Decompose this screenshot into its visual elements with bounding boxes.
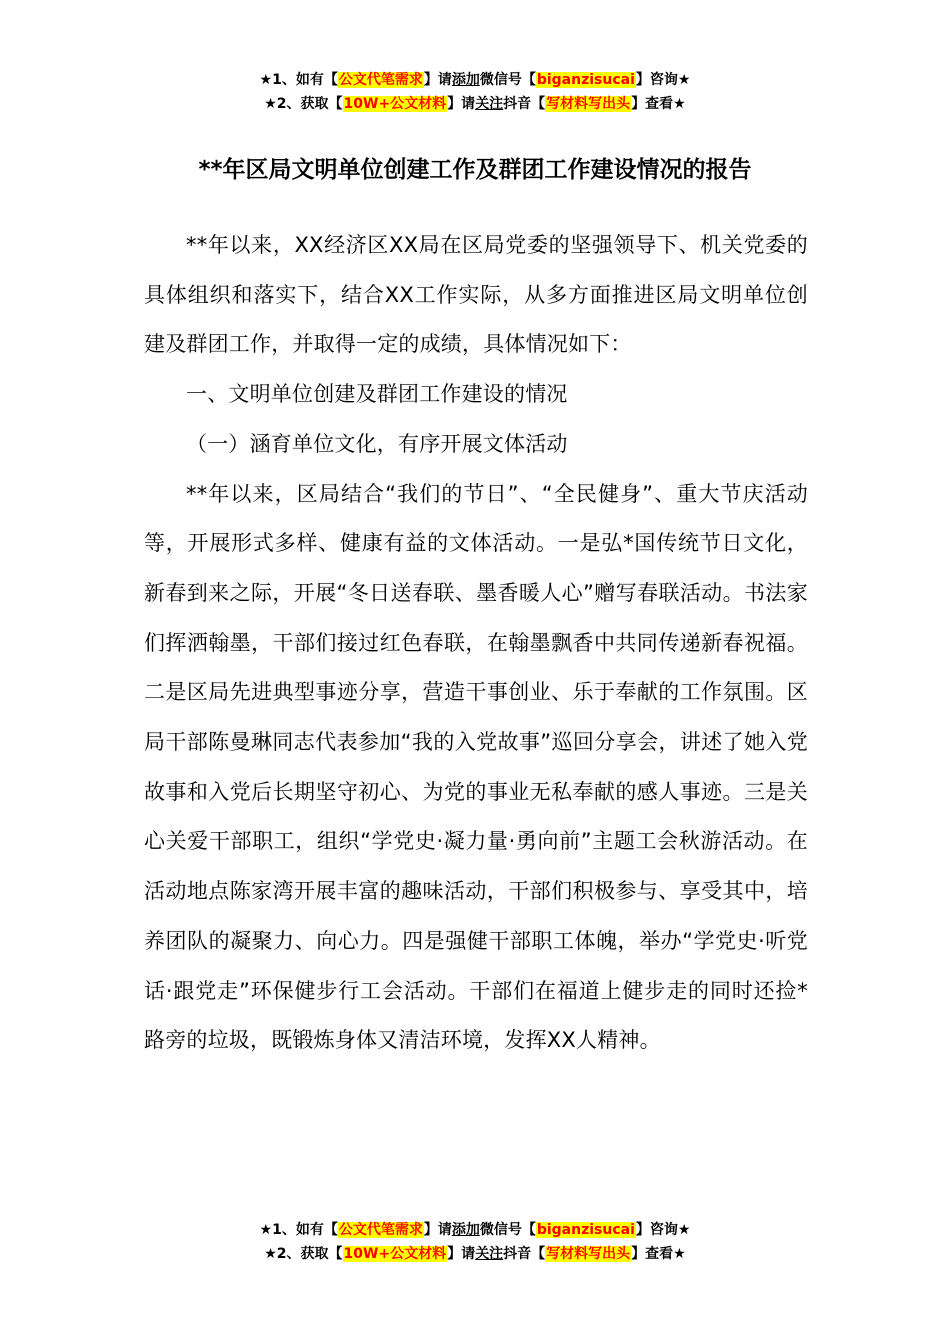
paragraph-intro: **年以来，XX经济区XX局在区局党委的坚强领导下、机关党委的具体组织和落实下，结合XX工作实际，从多方面推进区局文明单位创建及群团工作，并取得一定的成绩，具体情况如下：	[144, 233, 808, 357]
highlight-wechat-id: biganzisucai	[536, 1222, 635, 1238]
highlight-service: 公文代笔需求	[338, 72, 423, 88]
subsection-heading: （一）涵育单位文化，有序开展文体活动	[186, 431, 568, 456]
highlight-wechat-id: biganzisucai	[536, 72, 635, 88]
document-body	[144, 221, 808, 1066]
footer-banner	[0, 1218, 950, 1266]
highlight-materials: 10W+公文材料	[343, 1246, 447, 1262]
highlight-materials: 10W+公文材料	[343, 96, 447, 112]
banner-line-1: ★1、如有【公文代笔需求】请添加微信号【biganzisucai】咨询★	[259, 72, 691, 88]
highlight-douyin-id: 写材料写出头	[546, 1246, 631, 1262]
section-heading: 一、文明单位创建及群团工作建设的情况	[186, 382, 568, 407]
banner-line-2: ★2、获取【10W+公文材料】请关注抖音【写材料写出头】查看★	[264, 96, 686, 112]
banner-line-1: ★1、如有【公文代笔需求】请添加微信号【biganzisucai】咨询★	[259, 1222, 691, 1238]
header-banner	[0, 68, 950, 116]
banner-line-2: ★2、获取【10W+公文材料】请关注抖音【写材料写出头】查看★	[264, 1246, 686, 1262]
document-title: **年区局文明单位创建工作及群团工作建设情况的报告	[198, 157, 752, 183]
paragraph-activities: **年以来，区局结合“我们的节日”、“全民健身”、重大节庆活动等，开展形式多样、健康有益的文体活动。一是弘*国传统节日文化，新春到来之际，开展“冬日送春联、墨香暖人心”赠写春联活动。书法家们挥洒翰墨，干部们接过红色春联，在翰墨飘香中共同传递新春祝福。二是区局先进典型事迹分享，营造干事创业、乐于奉献的工作氛围。区局干部陈曼琳同志代表参加“我的入党故事”巡回分享会，讲述了她入党故事和入党后长期坚守初心、为党的事业无私奉献的感人事迹。三是关心关爱干部职工，组织“学党史·凝力量·勇向前”主题工会秋游活动。在活动地点陈家湾开展丰富的趣味活动，干部们积极参与、享受其中，培养团队的凝聚力、向心力。四是强健干部职工体魄，举办“学党史·听党话·跟党走”环保健步行工会活动。干部们在福道上健步走的同时还捡*路旁的垃圾，既锻炼身体又清洁环境，发挥XX人精神。	[144, 481, 808, 1053]
highlight-service: 公文代笔需求	[338, 1222, 423, 1238]
highlight-douyin-id: 写材料写出头	[546, 96, 631, 112]
